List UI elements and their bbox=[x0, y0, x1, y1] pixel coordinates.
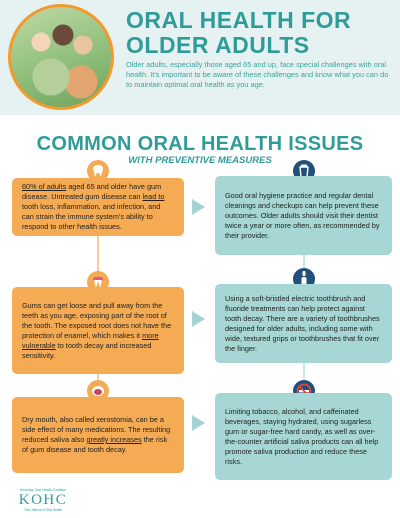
issue-3-text-a: Dry mouth, also called xerostomia, can be a side effect of many medications. The resulting reduced saliva also bbox=[22, 415, 171, 444]
section-title: COMMON ORAL HEALTH ISSUES bbox=[36, 133, 364, 155]
issue-2-text-b: to tooth decay and increased sensitivity. bbox=[22, 340, 152, 360]
arrow-1 bbox=[192, 199, 205, 215]
issue-2-emphasis: more vulnerable bbox=[22, 330, 159, 350]
issue-card-1 bbox=[12, 178, 184, 236]
issue-3-text-b: the risk of gum disease and tooth decay. bbox=[22, 435, 168, 454]
intro-text: Older adults, especially those aged 65 and up, face special challenges with oral health. It's important to be aware of these challenges and know what you can do to maintain optimal oral health as you age. bbox=[126, 60, 389, 89]
issue-2-text-a: Gums can get loose and pull away from the teeth as you age, exposing part of the root of the tooth. The exposed root does not have the protection of enamel, which makes it bbox=[22, 300, 172, 340]
issue-card-2 bbox=[12, 287, 184, 374]
measure-card-3 bbox=[215, 393, 392, 480]
title-line-1: ORAL HEALTH FOR bbox=[126, 7, 352, 33]
section-subtitle: WITH PREVENTIVE MEASURES bbox=[128, 155, 272, 166]
logo-mark: KOHC bbox=[18, 492, 68, 508]
logo-org-name: Kentucky Oral Health Coalition bbox=[19, 488, 67, 492]
measure-card-2 bbox=[215, 284, 392, 363]
issue-text-3 bbox=[22, 415, 174, 455]
logo-tagline: The Lifetime of Oral Health bbox=[23, 508, 63, 512]
measure-text-2: Using a soft-bristled electric toothbrush and fluoride treatments can help protect against tooth decay. There are a variety of toothbrushes designed for older adults, including some with wide, textured grips or toothbrushes that fit over the finger. bbox=[225, 293, 380, 353]
kohc-logo bbox=[6, 488, 80, 516]
issue-card-3 bbox=[12, 397, 184, 473]
issue-3-emphasis: greatly increases bbox=[86, 435, 142, 444]
issue-text-1 bbox=[22, 182, 174, 232]
issue-text-2 bbox=[22, 301, 174, 361]
measure-text-1: Good oral hygiene practice and regular dental cleanings and checkups can help prevent these outcomes. Older adults should visit their dentist twice a year or more often, as recommended by their provider. bbox=[225, 190, 380, 240]
measure-card-1 bbox=[215, 176, 392, 255]
arrow-3 bbox=[192, 415, 205, 431]
issue-1-text-b: tooth loss, inflammation, and infection, and can strain the immune system's ability to respond to other health issues. bbox=[22, 202, 161, 231]
issue-1-stat: 60% of adults bbox=[22, 182, 67, 191]
measure-text-3: Limiting tobacco, alcohol, and caffeinated beverages, staying hydrated, using sugarless gum or sugar-free hard candy, as well as over-the-counter artificial saliva products can all help promote saliva production and reduce these risks. bbox=[225, 406, 379, 466]
title-line-2: OLDER ADULTS bbox=[126, 32, 310, 58]
issue-1-link: lead to bbox=[142, 192, 165, 201]
issue-1-text-a: aged 65 and older have gum disease. Untreated gum disease can bbox=[22, 182, 162, 201]
arrow-2 bbox=[192, 311, 205, 327]
